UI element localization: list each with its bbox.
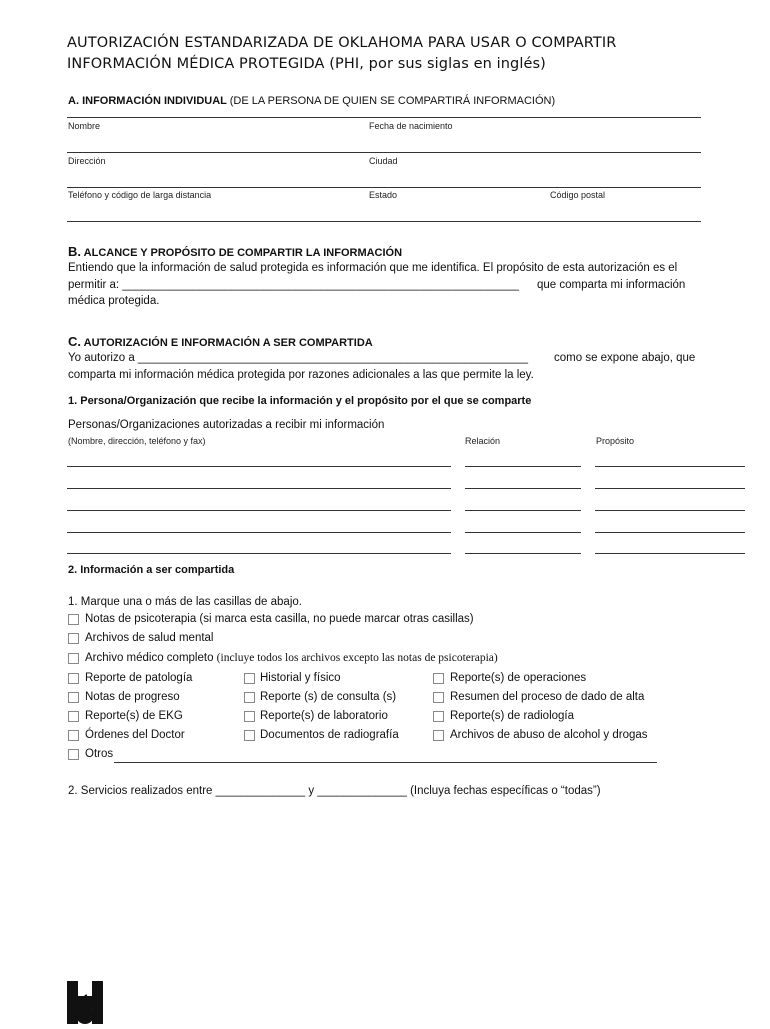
mental-health-label: Archivos de salud mental	[85, 632, 214, 644]
section-c-heading	[68, 334, 373, 349]
others-checkbox[interactable]	[68, 749, 79, 760]
hospital-logo	[67, 981, 103, 1024]
xray-docs-label: Documentos de radiografía	[260, 729, 399, 741]
purpose-line[interactable]	[595, 466, 745, 467]
recipient-line[interactable]	[67, 488, 451, 489]
history-physical-checkbox[interactable]	[244, 673, 255, 684]
complete-record-checkbox[interactable]	[68, 653, 79, 664]
substance-abuse-checkbox[interactable]	[433, 730, 444, 741]
section-c-line2: comparta mi información médica protegida por razones adicionales a las que permite la ley.	[68, 369, 534, 381]
section-a-title: INFORMACIÓN INDIVIDUAL	[82, 95, 227, 107]
pathology-label: Reporte de patología	[85, 672, 193, 684]
operations-checkbox[interactable]	[433, 673, 444, 684]
form-title-line1: AUTORIZACIÓN ESTANDARIZADA DE OKLAHOMA PARA USAR O COMPARTIR	[67, 35, 617, 51]
recipient-line[interactable]	[67, 466, 451, 467]
others-field-line[interactable]	[114, 762, 657, 763]
section-a-subtitle: (DE LA PERSONA DE QUIEN SE COMPARTIRÁ INFORMACIÓN)	[229, 95, 556, 107]
history-physical-label: Historial y físico	[260, 672, 341, 684]
checkbox-instruction: 1. Marque una o más de las casillas de abajo.	[68, 596, 302, 608]
section-b-line2-start[interactable]: permitir a: ______________________________________________________________	[68, 279, 519, 291]
section-b-line2-end: que comparta mi información	[537, 279, 686, 291]
progress-notes-checkbox[interactable]	[68, 692, 79, 703]
section-c-letter: C.	[68, 334, 81, 349]
state-label: Estado	[369, 190, 398, 200]
recipient-line[interactable]	[67, 510, 451, 511]
pathology-checkbox[interactable]	[68, 673, 79, 684]
purpose-label: Propósito	[596, 436, 635, 446]
section-c-title: AUTORIZACIÓN E INFORMACIÓN A SER COMPARTIDA	[83, 337, 373, 349]
address-field-line[interactable]	[67, 187, 701, 188]
section-a-top-rule	[67, 117, 701, 118]
info-shared-subheading: 2. Información a ser compartida	[68, 564, 235, 576]
address-label: Dirección	[68, 156, 106, 166]
section-a-heading	[68, 95, 555, 107]
name-label: Nombre	[68, 121, 101, 131]
phone-label: Teléfono y código de larga distancia	[68, 190, 212, 200]
xray-docs-checkbox[interactable]	[244, 730, 255, 741]
psychotherapy-label: Notas de psicoterapia (si marca esta casilla, no puede marcar otras casillas)	[85, 613, 474, 625]
city-label: Ciudad	[369, 156, 398, 166]
recipient-line[interactable]	[67, 553, 451, 554]
relation-line[interactable]	[465, 466, 581, 467]
section-c-line1-end: como se expone abajo, que	[554, 352, 696, 364]
section-b-letter: B.	[68, 244, 81, 259]
purpose-line[interactable]	[595, 488, 745, 489]
discharge-summary-checkbox[interactable]	[433, 692, 444, 703]
operations-label: Reporte(s) de operaciones	[450, 672, 587, 684]
section-b-line1: Entiendo que la información de salud protegida es información que me identifica. El propósito de esta autorización es el	[68, 262, 678, 274]
doctor-orders-label: Órdenes del Doctor	[85, 729, 185, 741]
purpose-line[interactable]	[595, 553, 745, 554]
purpose-line[interactable]	[595, 532, 745, 533]
lab-report-label: Reporte(s) de laboratorio	[260, 710, 388, 722]
zip-label: Código postal	[550, 190, 606, 200]
section-b-title: ALCANCE Y PROPÓSITO DE COMPARTIR LA INFORMACIÓN	[83, 247, 403, 259]
section-c-line1-start[interactable]: Yo autorizo a _____________________________________________________________	[68, 352, 529, 364]
relation-line[interactable]	[465, 532, 581, 533]
recipients-sublabel: (Nombre, dirección, teléfono y fax)	[68, 436, 206, 446]
name-field-line[interactable]	[67, 152, 701, 153]
consult-report-label: Reporte (s) de consulta (s)	[260, 691, 397, 703]
consult-report-checkbox[interactable]	[244, 692, 255, 703]
radiology-report-checkbox[interactable]	[433, 711, 444, 722]
ekg-checkbox[interactable]	[68, 711, 79, 722]
progress-notes-label: Notas de progreso	[85, 691, 180, 703]
mental-health-checkbox[interactable]	[68, 633, 79, 644]
complete-record-text: Archivo médico completo	[85, 652, 217, 664]
form-title-line2: INFORMACIÓN MÉDICA PROTEGIDA (PHI, por sus siglas en inglés)	[67, 56, 546, 72]
substance-abuse-label: Archivos de abuso de alcohol y drogas	[450, 729, 648, 741]
complete-record-label	[85, 652, 498, 664]
relation-line[interactable]	[465, 510, 581, 511]
section-b-heading	[68, 244, 402, 259]
phone-field-line[interactable]	[67, 221, 701, 222]
section-a-letter: A.	[68, 95, 79, 107]
complete-record-note: (incluye todos los archivos excepto las notas de psicoterapia)	[216, 652, 498, 664]
recipient-line[interactable]	[67, 532, 451, 533]
psychotherapy-checkbox[interactable]	[68, 614, 79, 625]
relation-line[interactable]	[465, 488, 581, 489]
recipients-subheading: 1. Persona/Organización que recibe la información y el propósito por el que se comparte	[68, 395, 532, 407]
ekg-label: Reporte(s) de EKG	[85, 710, 183, 722]
doctor-orders-checkbox[interactable]	[68, 730, 79, 741]
radiology-report-label: Reporte(s) de radiología	[450, 710, 575, 722]
purpose-line[interactable]	[595, 510, 745, 511]
lab-report-checkbox[interactable]	[244, 711, 255, 722]
services-dates-line[interactable]: 2. Servicios realizados entre ______________ y ______________ (Incluya fechas específicas o “todas”)	[68, 785, 601, 797]
hospital-logo-icon	[67, 981, 103, 1024]
relation-label: Relación	[465, 436, 501, 446]
others-label: Otros	[85, 748, 114, 760]
section-b-line3: médica protegida.	[68, 295, 160, 307]
dob-label: Fecha de nacimiento	[369, 121, 453, 131]
discharge-summary-label: Resumen del proceso de dado de alta	[450, 691, 645, 703]
relation-line[interactable]	[465, 553, 581, 554]
recipients-label: Personas/Organizaciones autorizadas a recibir mi información	[68, 419, 385, 431]
